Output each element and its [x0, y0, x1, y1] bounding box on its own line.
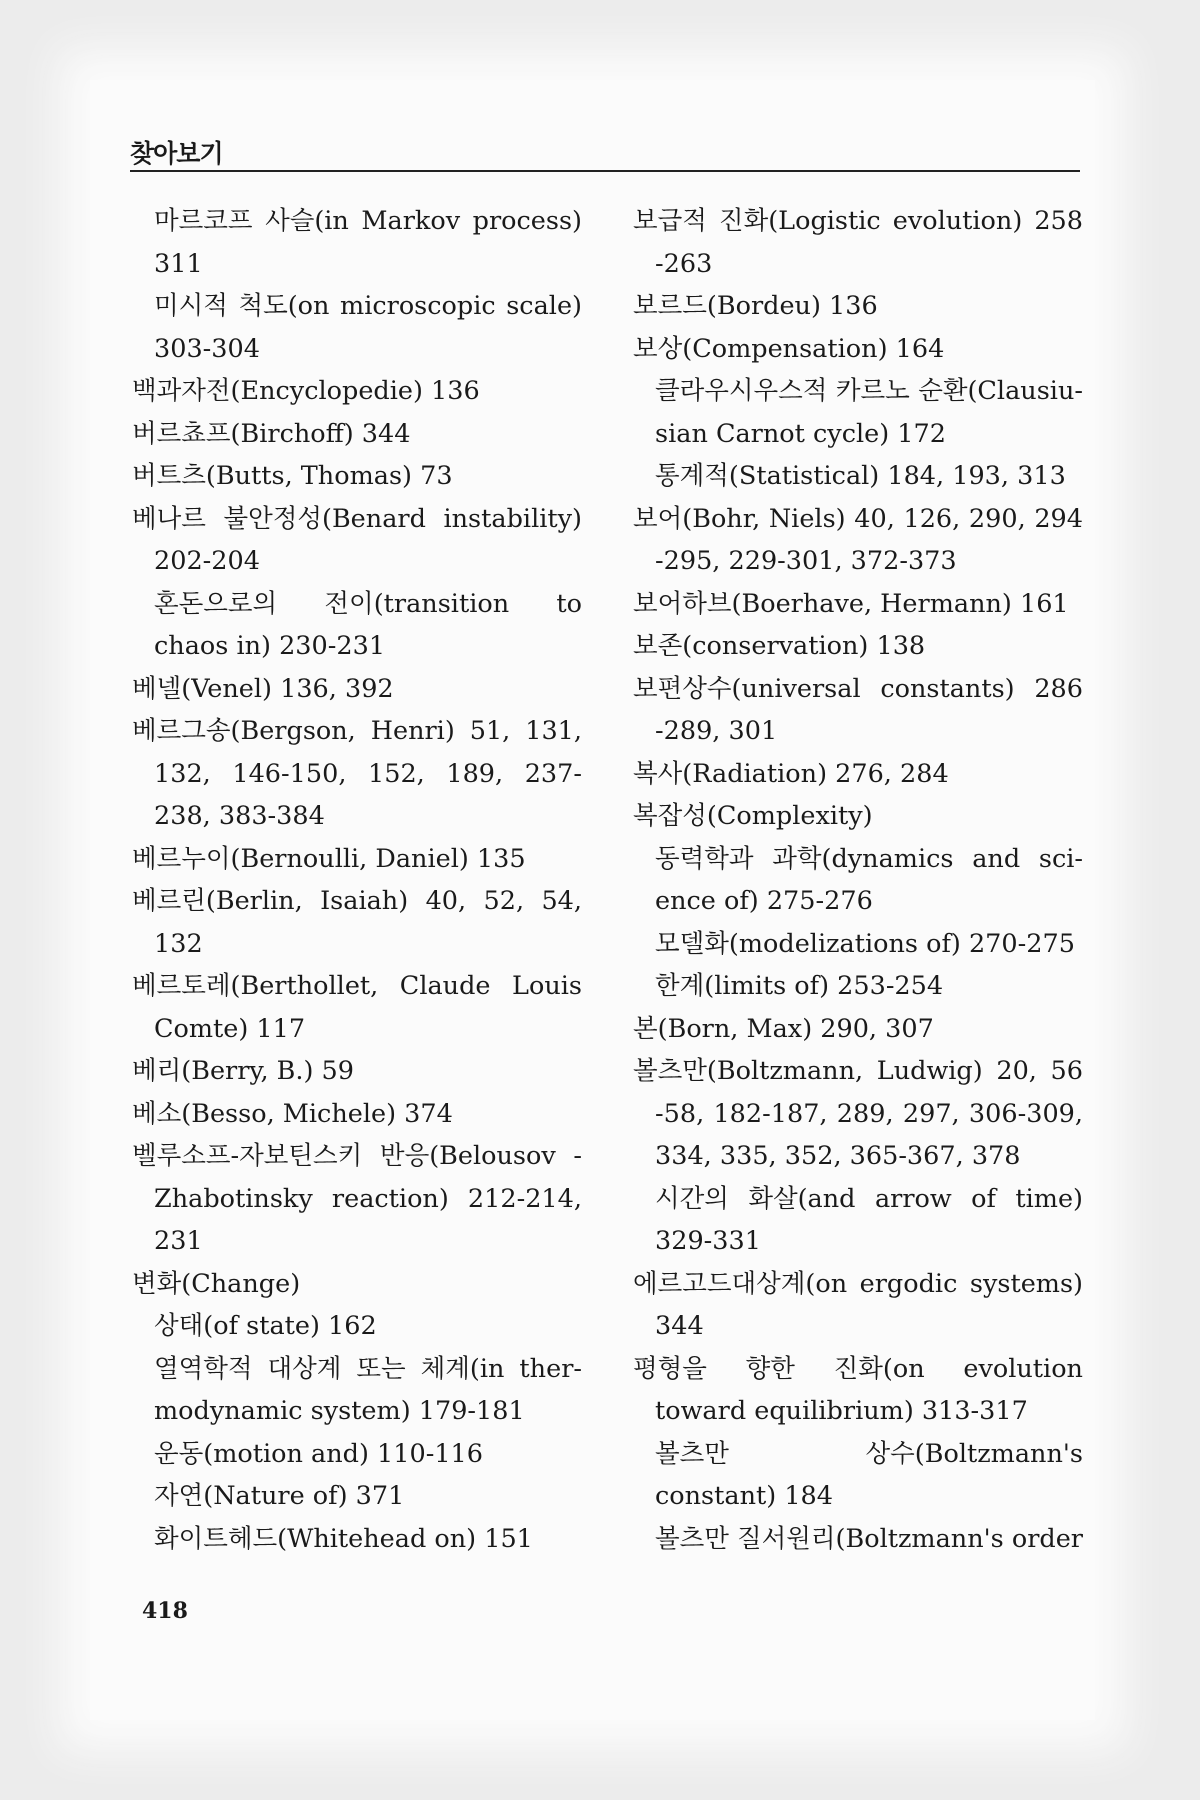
index-entry: 열역학적 대상계 또는 체계(in ther- modynamic system) 179-181	[154, 1353, 582, 1426]
index-entry: 보급적 진화(Logistic evolution) 258 -263	[633, 206, 1083, 279]
index-column-left	[132, 200, 582, 1560]
index-entry: 운동(motion and) 110-116	[154, 1438, 483, 1469]
index-entry: 통계적(Statistical) 184, 193, 313	[655, 461, 1066, 491]
index-entry: 미시적 척도(on microscopic scale) 303-304	[154, 291, 582, 364]
index-entry: 보어하브(Boerhave, Hermann) 161	[633, 588, 1069, 619]
index-entry: 버르쵸프(Birchoff) 344	[132, 418, 411, 449]
index-entry: 클라우시우스적 카르노 순환(Clausiu- sian Carnot cycle) 172	[655, 376, 1083, 449]
index-entry: 벨루소프-자보틴스키 반응(Belousov -Zhabotinsky reaction) 212-214, 231	[132, 1141, 582, 1256]
index-entry: 복잡성(Complexity)	[633, 801, 873, 831]
index-entry: 볼츠만 질서원리(Boltzmann's order	[655, 1523, 1083, 1554]
index-entry: 베르그송(Bergson, Henri) 51, 131, 132, 146-150, 152, 189, 237-238, 383-384	[132, 716, 582, 831]
index-column-right	[633, 200, 1083, 1560]
index-entry: 보상(Compensation) 164	[633, 333, 945, 364]
index-entry: 볼츠만(Boltzmann, Ludwig) 20, 56 -58, 182-187, 289, 297, 306-309, 334, 335, 352, 365-367, 378	[633, 1056, 1083, 1171]
header-divider	[130, 170, 1080, 172]
index-page	[90, 80, 1095, 1720]
index-entry: 본(Born, Max) 290, 307	[633, 1013, 934, 1044]
index-entry: 복사(Radiation) 276, 284	[633, 758, 949, 789]
index-entry: 변화(Change)	[132, 1268, 301, 1299]
index-entry: 베르누이(Bernoulli, Daniel) 135	[132, 843, 526, 874]
index-entry: 상태(of state) 162	[154, 1311, 377, 1341]
index-entry: 보어(Bohr, Niels) 40, 126, 290, 294 -295, 229-301, 372-373	[633, 503, 1083, 576]
index-entry: 베소(Besso, Michele) 374	[132, 1098, 453, 1129]
index-entry: 보존(conservation) 138	[633, 631, 926, 661]
index-entry: 볼츠만 상수(Boltzmann's constant) 184	[655, 1438, 1083, 1511]
index-entry: 한계(limits of) 253-254	[655, 971, 944, 1001]
index-entry: 보르드(Bordeu) 136	[633, 291, 878, 321]
index-entry: 평형을 향한 진화(on evolution toward equilibrium) 313-317	[633, 1353, 1083, 1426]
index-entry: 에르고드대상계(on ergodic systems) 344	[633, 1268, 1083, 1341]
index-entry: 마르코프 사슬(in Markov process) 311	[154, 206, 582, 279]
index-entry: 혼돈으로의 전이(transition to chaos in) 230-231	[154, 588, 582, 661]
index-entry: 베넬(Venel) 136, 392	[132, 673, 394, 704]
index-entry: 보편상수(universal constants) 286 -289, 301	[633, 673, 1083, 746]
index-entry: 베리(Berry, B.) 59	[132, 1056, 355, 1086]
index-entry: 베르토레(Berthollet, Claude Louis Comte) 117	[132, 971, 582, 1044]
index-entry: 화이트헤드(Whitehead on) 151	[154, 1523, 533, 1554]
index-entry: 동력학과 과학(dynamics and sci- ence of) 275-276	[655, 843, 1083, 916]
index-entry: 버트츠(Butts, Thomas) 73	[132, 461, 453, 491]
index-entry: 모델화(modelizations of) 270-275	[655, 928, 1075, 959]
page-number: 418	[142, 1598, 188, 1624]
index-entry: 백과자전(Encyclopedie) 136	[132, 376, 480, 406]
index-entry: 베나르 불안정성(Benard instability) 202-204	[132, 503, 582, 576]
index-entry: 시간의 화살(and arrow of time) 329-331	[655, 1183, 1083, 1256]
running-header-title: 찾아보기	[130, 139, 223, 168]
index-entry: 자연(Nature of) 371	[154, 1481, 405, 1511]
index-entry: 베르린(Berlin, Isaiah) 40, 52, 54, 132	[132, 886, 582, 959]
